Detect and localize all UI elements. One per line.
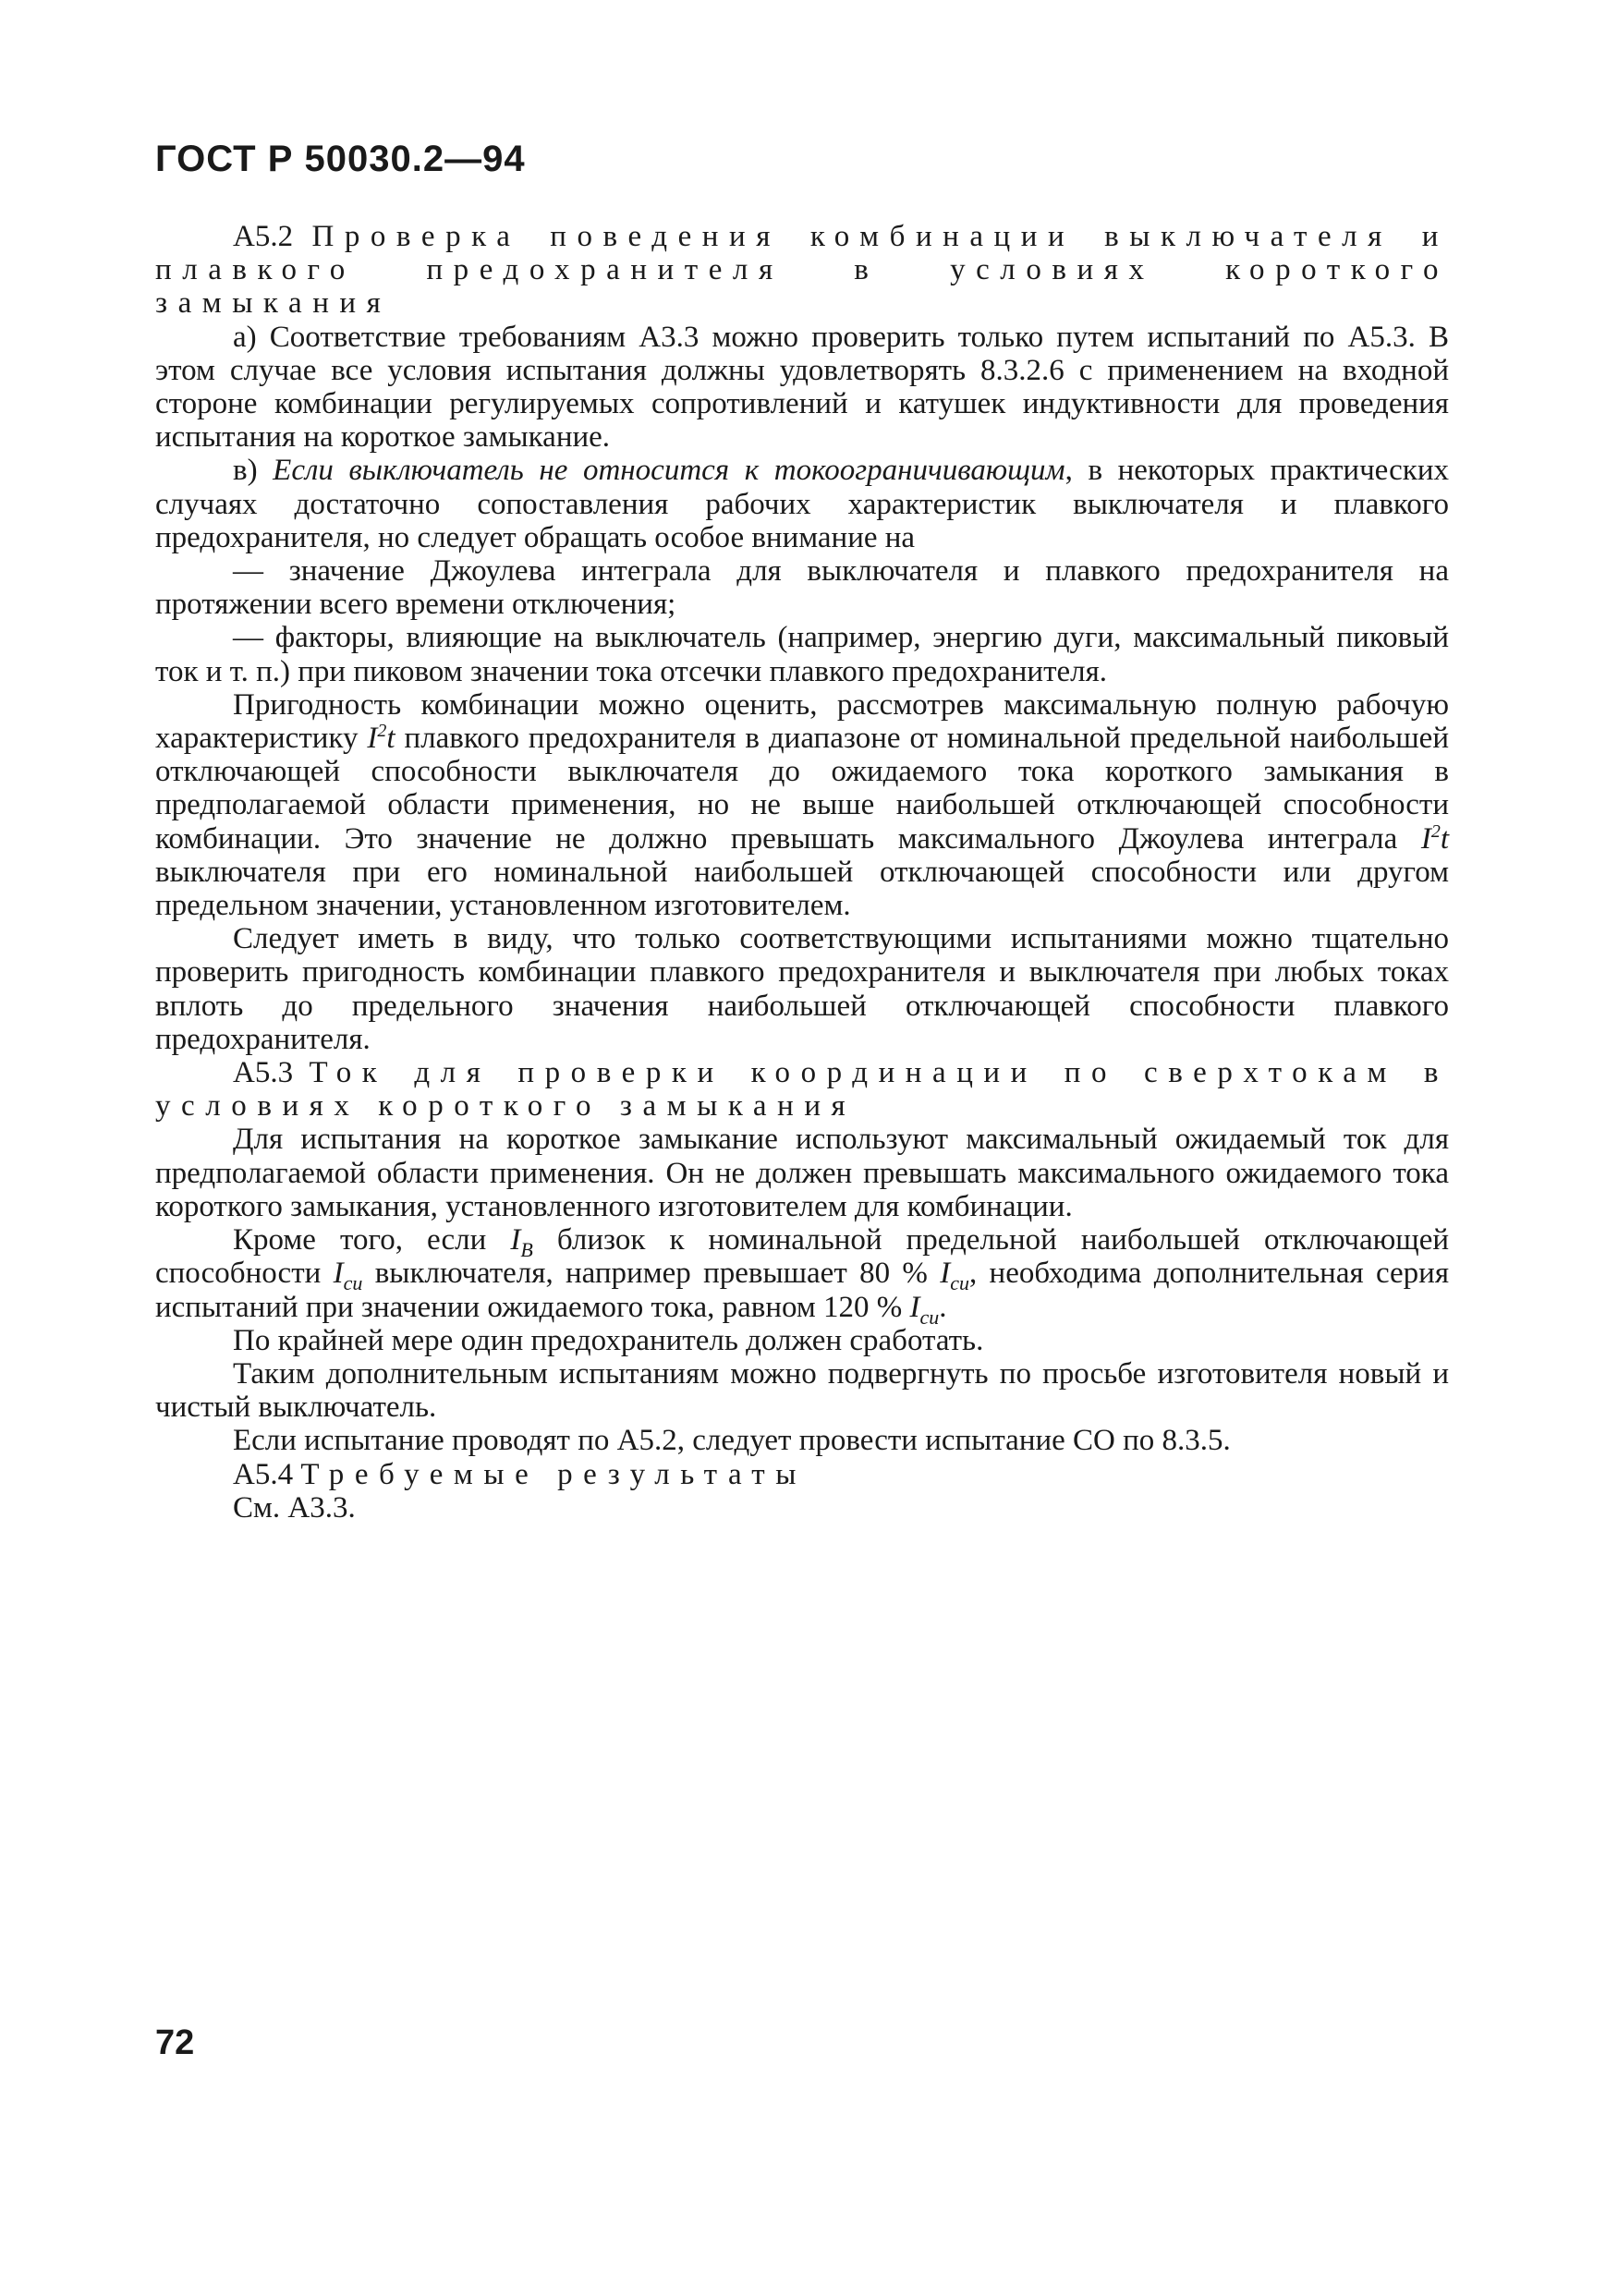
section-title: Проверка поведения комбинации выключателя и плавкого предохранителя в условиях короткого замыкания: [155, 220, 1449, 321]
symbol: I: [510, 1223, 521, 1257]
paragraph-item-b: [155, 454, 1449, 554]
symbol: t: [386, 722, 395, 756]
formula-icu: [940, 1257, 969, 1295]
paragraph-additional-series: [155, 1223, 1450, 1329]
superscript: 2: [377, 721, 387, 742]
section-title: Ток для проверки координации по сверхтокам в условиях короткого замыкания: [155, 1056, 1450, 1124]
symbol: I: [909, 1290, 920, 1324]
section-a52-heading: [155, 220, 1449, 321]
formula-icu: [909, 1290, 940, 1329]
section-number: А5.2: [233, 220, 294, 253]
subscript: cu: [919, 1305, 940, 1329]
superscript: 2: [1430, 820, 1441, 842]
page-content: [155, 220, 1449, 1525]
formula-icu: [333, 1257, 363, 1295]
section-a53-heading: [155, 1056, 1449, 1123]
section-title: Требуемые результаты: [300, 1457, 808, 1491]
text-run: близок к номинальной предельной наибольшей отключающей способности: [155, 1223, 1450, 1291]
document-header: ГОСТ Р 50030.2—94: [155, 139, 526, 179]
subscript: cu: [950, 1271, 969, 1295]
symbol: I: [333, 1257, 344, 1291]
paragraph-max-current: Для испытания на короткое замыкание используют максимальный ожидаемый ток для предполагаемой области применения. Он не должен превышать максимального ожидаемого тока короткого замыкания, установленного изготовителем для комбинации.: [155, 1123, 1449, 1223]
formula-i2t: [367, 722, 395, 755]
section-number: А5.4: [233, 1457, 294, 1491]
text-run: выключателя, например превышает 80 %: [362, 1257, 941, 1291]
page-number: 72: [155, 2023, 195, 2062]
text-run: Пригодность комбинации можно оценить, рассмотрев максимальную полную рабочую характеристику: [155, 687, 1449, 756]
symbol: I: [1420, 821, 1431, 856]
text-run: выключателя при его номинальной наибольшей отключающей способности или другом предельном значении, установленном изготовителем.: [155, 855, 1449, 923]
formula-i2t: [1421, 822, 1449, 856]
item-b-text: , в некоторых практических случаях достаточно сопоставления рабочих характеристик выключателя и плавкого предохранителя, но следует обращать особое внимание на: [155, 454, 1449, 554]
paragraph-see-ref: См. А3.3.: [233, 1490, 356, 1525]
item-b-marker: в): [233, 454, 274, 488]
symbol: I: [940, 1257, 951, 1291]
item-b-emphasis: Если выключатель не относится к токоограничивающим: [273, 454, 1065, 488]
list-item-factors: — факторы, влияющие на выключатель (например, энергию дуги, максимальный пиковый ток и т. п.) при пиковом значении тока отсечки плавкого предохранителя.: [155, 621, 1449, 688]
paragraph-note: Следует иметь в виду, что только соответствующими испытаниями можно тщательно проверить пригодность комбинации плавкого предохранителя и выключателя при любых токах вплоть до предельного значения наибольшей отключающей способности плавкого предохранителя.: [155, 922, 1449, 1056]
paragraph-fuse-operate: По крайней мере один предохранитель должен сработать.: [233, 1323, 984, 1357]
section-number: А5.3: [233, 1056, 294, 1090]
text-run: , необходима дополнительная серия испытаний при значении ожидаемого тока, равном 120 %: [155, 1257, 1449, 1324]
subscript: cu: [343, 1271, 363, 1295]
formula-ib: [510, 1223, 533, 1262]
paragraph-suitability: [155, 688, 1449, 922]
list-item-joule-integral: — значение Джоулева интеграла для выключателя и плавкого предохранителя на протяжении всего времени отключения;: [155, 554, 1449, 622]
paragraph-item-a: а) Соответствие требованиям А3.3 можно проверить только путем испытаний по А5.3. В этом случае все условия испытания должны удовлетворять 8.3.2.6 с применением на входной стороне комбинации регулируемых сопротивлений и катушек индуктивности для проведения испытания на короткое замыкание.: [155, 320, 1449, 455]
paragraph-manufacturer-request: Таким дополнительным испытаниям можно подвергнуть по просьбе изготовителя новый и чистый выключатель.: [155, 1356, 1449, 1425]
text-run: .: [939, 1290, 947, 1324]
subscript: B: [520, 1238, 533, 1262]
section-a54-heading: [155, 1458, 1449, 1491]
text-run: Кроме того, если: [233, 1223, 511, 1257]
paragraph-co-test: Если испытание проводят по А5.2, следует провести испытание СО по 8.3.5.: [233, 1424, 1231, 1458]
symbol: t: [1440, 821, 1449, 856]
symbol: I: [367, 722, 378, 756]
text-run: плавкого предохранителя в диапазоне от номинальной предельной наибольшей отключающей способности выключателя до ожидаемого тока короткого замыкания в предполагаемой области применения, но не выше наибольшей отключающей способности комбинации. Это значение не должно превышать максимального Джоулева интеграла: [155, 722, 1449, 856]
